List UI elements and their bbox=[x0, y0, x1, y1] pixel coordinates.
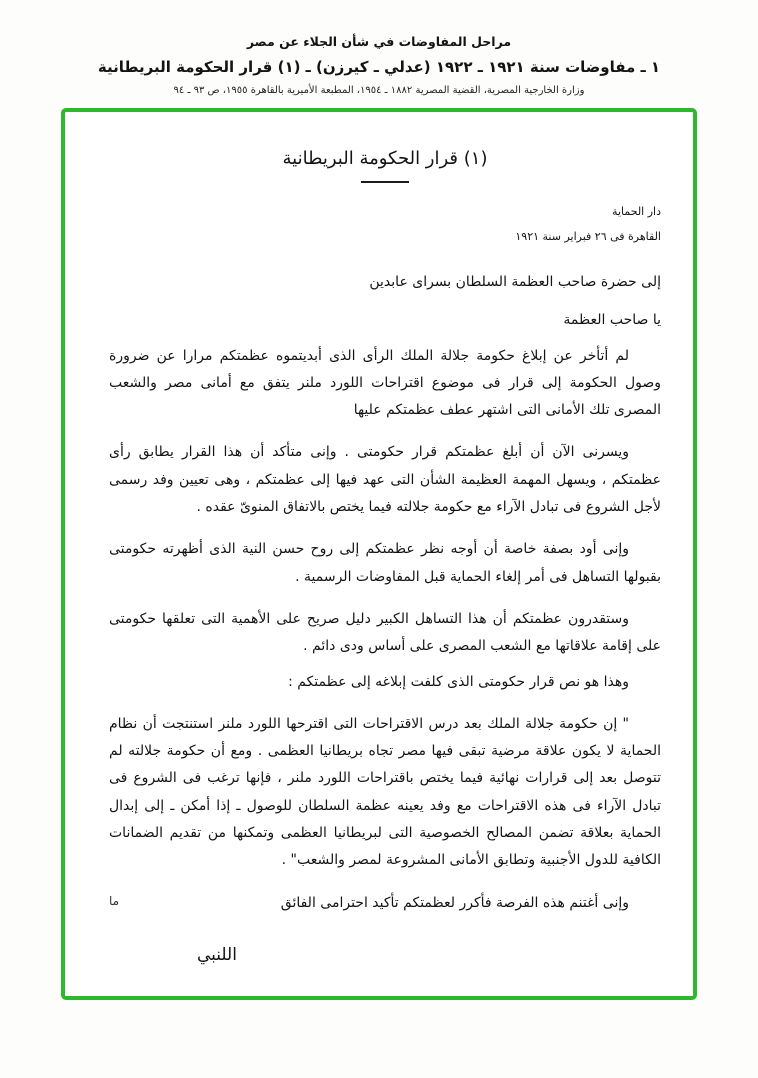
salutation-line: يا صاحب العظمة bbox=[563, 311, 661, 328]
document-title: (١) قرار الحكومة البريطانية bbox=[282, 148, 488, 169]
letterhead bbox=[109, 199, 661, 250]
citation-header bbox=[0, 0, 758, 96]
signature: اللنبي bbox=[197, 944, 237, 965]
closing-text: وإنى أغتنم هذه الفرصة فأكرر لعظمتكم تأكيد احترامى الفائق bbox=[280, 894, 629, 911]
title-underline bbox=[361, 181, 409, 183]
addressee-line: إلى حضرة صاحب العظمة السلطان بسراى عابدين bbox=[369, 273, 661, 290]
source-citation: وزارة الخارجية المصرية، القضية المصرية ١٨٨٢ ـ ١٩٥٤، المطبعة الأميرية بالقاهرة ١٩٥٥، ص ٩٣ ـ ٩٤ bbox=[173, 85, 585, 96]
document-frame bbox=[61, 108, 697, 1000]
letterhead-date: القاهرة فى ٢٦ فبراير سنة ١٩٢١ bbox=[515, 230, 661, 244]
body-paragraph: لم أتأخر عن إبلاغ حكومة جلالة الملك الرأى الذى أبديتموه عظمتكم مرارا عن ضرورة وصول الحكومة إلى قرار فى موضوع اقتراحات اللورد ملنر يتفق مع أمانى مصر والشعب المصرى تلك الأمانى التى اشتهر عطف عظمتكم عليها bbox=[109, 347, 661, 419]
margin-mark: ما bbox=[109, 893, 120, 908]
body-paragraph: وإنى أود بصفة خاصة أن أوجه نظر عظمتكم إلى روح حسن النية الذى أظهرته حكومتى بقبولها التساهل فى أمر إلغاء الحماية قبل المفاوضات الرسمية . bbox=[109, 541, 661, 585]
letterhead-place: دار الحماية bbox=[612, 205, 661, 218]
decision-intro-line: وهذا هو نص قرار حكومتى الذى كلفت إبلاغه إلى عظمتكم : bbox=[288, 673, 629, 690]
chapter-title: ١ ـ مفاوضات سنة ١٩٢١ ـ ١٩٢٢ (عدلي ـ كيرزن) ـ (١) قرار الحكومة البريطانية bbox=[97, 58, 661, 76]
closing-line bbox=[109, 890, 661, 917]
body-paragraph: وستقدرون عظمتكم أن هذا التساهل الكبير دليل صريح على الأهمية التى تعلقها حكومتى على إقامة علاقاتها مع الشعب المصرى على أساس ودى دائم . bbox=[109, 610, 661, 655]
quoted-decision-paragraph: " إن حكومة جلالة الملك بعد درس الاقتراحات التى اقترحها اللورد ملنر استنتجت أن نظام الحماية لا يكون علاقة مرضية تبقى فيها مصر تجاه بريطانيا العظمى . ومع أن حكومة جلالته لم تتوصل بعد إلى قرارات نهائية فيما يختص باقتراحات اللورد ملنر ، فإنها ترغب فى الشروع فى تبادل الآراء فى هذه الاقتراحات مع وفد يعينه عظمة السلطان للوصول ـ إذا أمكن ـ إلى إبدال الحماية بعلاقة تضمن المصالح الخصوصية التى لبريطانيا العظمى وتمكنها من تقديم الضمانات الكافية للدول الأجنبية وتطابق الأمانى المشروعة لمصر والشعب" . bbox=[109, 715, 661, 869]
body-paragraph: ويسرنى الآن أن أبلغ عظمتكم قرار حكومتى . وإنى متأكد أن هذا القرار يطابق رأى عظمتكم ، ويسهل المهمة العظيمة الشأن التى عهد فيها إلى عظمتكم ، وهى تعيين وفد رسمى لأجل الشروع فى تبادل الآراء مع حكومة جلالته فيما يختص بالاتفاق المنوىّ عقده . bbox=[109, 444, 661, 516]
series-title: مراحل المفاوضات في شأن الجلاء عن مصر bbox=[246, 34, 512, 49]
